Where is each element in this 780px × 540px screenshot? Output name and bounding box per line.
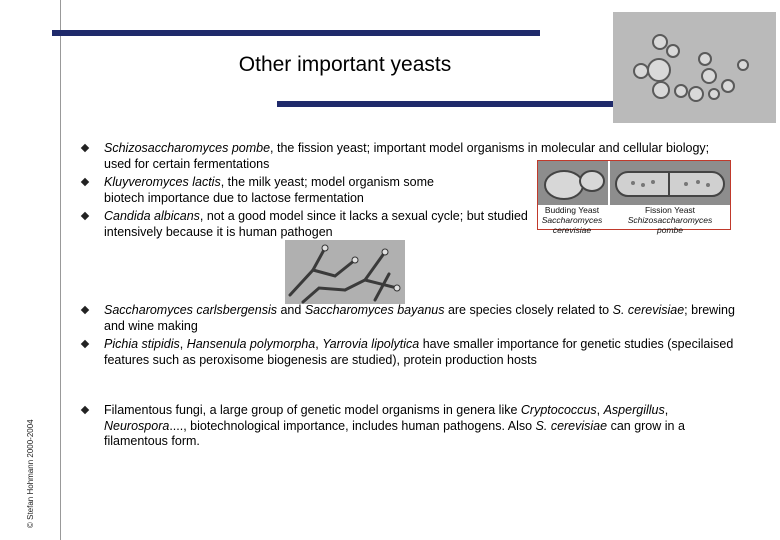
bullet-marker	[81, 212, 89, 220]
species-name: Cryptococcus	[520, 403, 597, 417]
bullet-text-schizosaccharomyces	[104, 141, 734, 172]
bullet-body: , not a good model since it lacks a sexual cycle; but studied intensively because it is human pathogen	[104, 209, 528, 239]
fission-yeast-caption	[615, 205, 725, 235]
species-name: Kluyveromyces lactis	[104, 175, 221, 189]
fission-caption-line1: Fission Yeast	[644, 205, 696, 215]
bullet-body: ; brewing and wine making	[104, 303, 735, 333]
bullet-connector: and	[277, 303, 305, 317]
bullet-connector: ,	[315, 337, 323, 351]
left-divider-line	[60, 0, 61, 540]
species-name: Saccharomyces carlsbergensis	[104, 303, 277, 317]
species-name: S. cerevisiae	[535, 418, 608, 433]
title-bar-top	[52, 30, 540, 36]
species-name: S. cerevisiae	[612, 303, 685, 317]
bullet-text-kluyveromyces	[104, 175, 476, 206]
bullet-body: have smaller importance for genetic studies (specilaised features such as peroxisome biogenesis are studied), protein production hosts	[104, 337, 734, 367]
bullet-body: , the fission yeast; important model organisms in molecular and cellular biology; used for certain fermentations	[104, 141, 710, 171]
bullet-connector: ,	[596, 403, 604, 417]
bullet-connector: ,	[664, 403, 669, 417]
species-name: Saccharomyces bayanus	[304, 303, 445, 317]
species-name: Candida albicans	[104, 209, 200, 223]
species-name: Yarrovia lipolytica	[322, 337, 420, 351]
bullet-text-candida	[104, 209, 539, 240]
bullet-marker	[81, 340, 89, 348]
bullet-body: are species closely related to	[444, 303, 613, 317]
species-name: Pichia stipidis	[104, 337, 180, 351]
budding-yeast-caption	[537, 205, 607, 235]
bullet-body: ...., biotechnological importance, includes human pathogens. Also	[169, 418, 536, 433]
species-name: Neurospora	[104, 418, 170, 433]
species-name: Hansenula polymorpha	[186, 337, 316, 351]
bullet-marker	[81, 178, 89, 186]
bullet-body: can grow in a filamentous form.	[104, 418, 685, 448]
slide-title: Other important yeasts	[238, 53, 452, 76]
fission-caption-line3: pombe	[657, 225, 683, 235]
bullet-marker	[81, 306, 89, 314]
bullet-marker	[81, 406, 89, 414]
budding-caption-line3: cerevisiae	[552, 225, 592, 235]
bullet-text-carlsbergensis	[104, 303, 744, 334]
bullet-body: , the milk yeast; model organism some biotech importance due to lactose fermentation	[104, 175, 434, 205]
budding-caption-line1: Budding Yeast	[544, 205, 600, 215]
bullet-text-pichia	[104, 337, 744, 368]
species-name: Schizosaccharomyces pombe	[104, 141, 271, 155]
bullet-text-filamentous	[104, 403, 740, 450]
bullet-marker	[81, 144, 89, 152]
species-name: Aspergillus	[603, 403, 665, 417]
budding-caption-line2: Saccharomyces	[541, 215, 603, 225]
bullet-connector: ,	[179, 337, 187, 351]
bullet-body: Filamentous fungi, a large group of genetic model organisms in genera like	[104, 403, 521, 417]
filamentous-candida-photo	[285, 240, 405, 304]
yeast-cells-photo	[613, 12, 776, 123]
copyright-notice: © Stefan Hohmann 2000-2004	[26, 419, 35, 528]
fission-caption-line2: Schizosaccharomyces	[627, 215, 713, 225]
